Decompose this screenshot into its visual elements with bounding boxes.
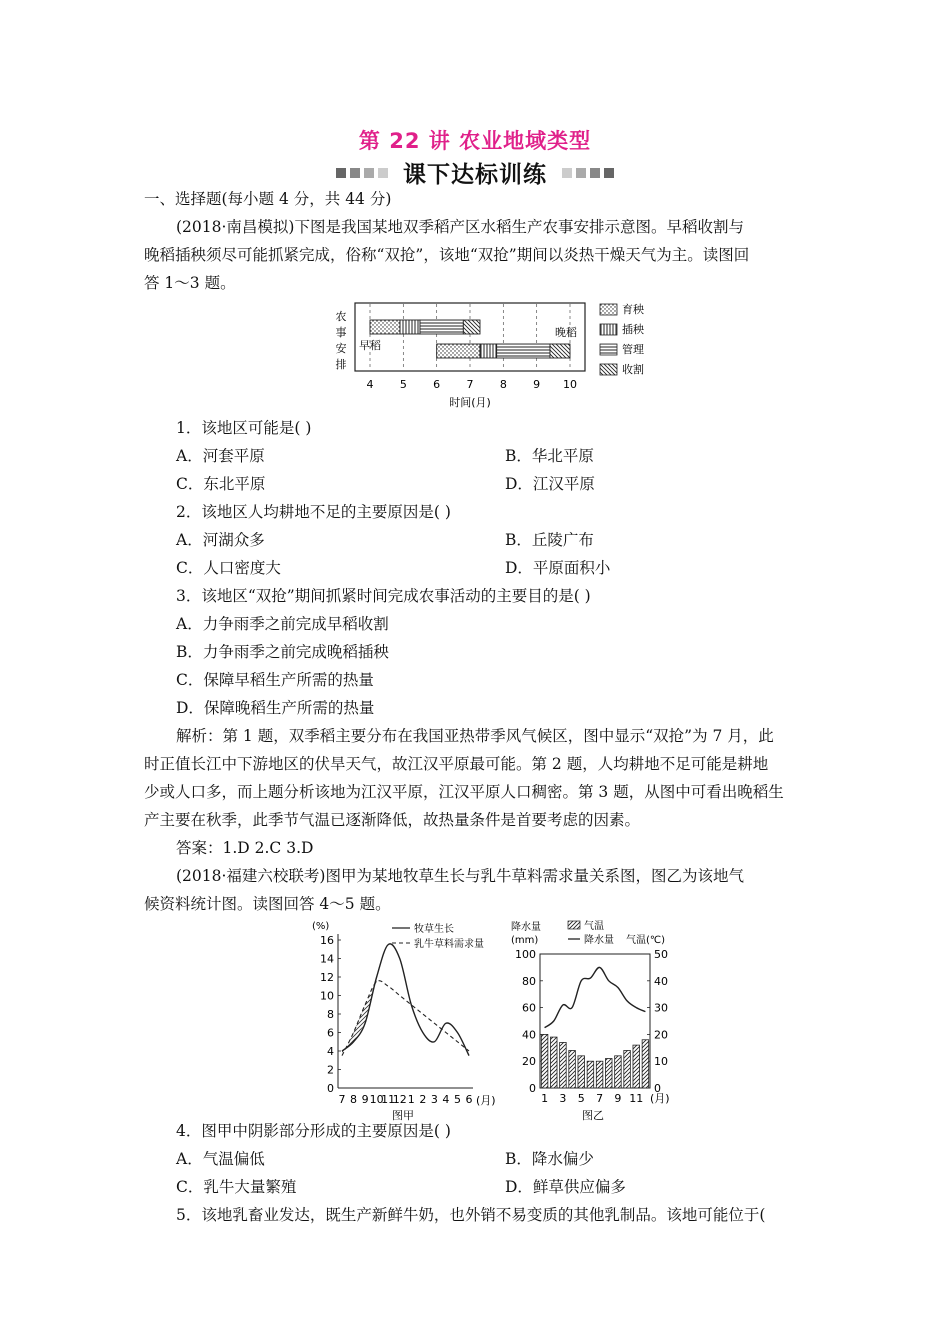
x-tick-label: 11 xyxy=(629,1092,644,1105)
x-tick-label: 3 xyxy=(559,1092,567,1105)
y2-tick-label: 10 xyxy=(654,1055,668,1069)
x-tick-label: 4 xyxy=(442,1093,450,1106)
intro-line: 候资料统计图。读图回答 4～5 题。 xyxy=(144,895,391,913)
x-tick-label: 8 xyxy=(499,378,507,391)
answer-line: 答案：1.D 2.C 3.D xyxy=(176,839,314,857)
bar-早稻-育秧 xyxy=(370,320,400,334)
y2-tick-label: 20 xyxy=(654,1028,668,1042)
y-tick-label: 0 xyxy=(529,1082,536,1095)
temp-bar xyxy=(578,1056,585,1088)
option-b[interactable]: B．力争雨季之前完成晚稻插秧 xyxy=(176,643,389,661)
y-tick-label: 60 xyxy=(522,1001,536,1015)
temp-bar xyxy=(587,1061,594,1088)
farming-schedule-chart xyxy=(330,298,660,410)
x-tick-label: 10 xyxy=(369,1093,384,1106)
temp-bar xyxy=(550,1037,557,1088)
x-tick-label: 6 xyxy=(433,378,441,391)
y-tick-label: 12 xyxy=(320,971,334,984)
series-line-precip xyxy=(545,967,646,1027)
legend-label: 插秧 xyxy=(622,323,644,336)
option-b[interactable]: B．华北平原 xyxy=(505,447,594,465)
temp-bar xyxy=(541,1034,548,1088)
option-c[interactable]: C．人口密度大 xyxy=(176,559,281,577)
analysis-line: 解析：第 1 题，双季稻主要分布在我国亚热带季风气候区，图中显示“双抢”为 7 月，此 xyxy=(176,727,774,745)
question-3-stem: 3．该地区“双抢”期间抓紧时间完成农事活动的主要目的是( ) xyxy=(176,587,591,605)
y-tick-label: 80 xyxy=(522,974,536,988)
x-tick-label: 1 xyxy=(407,1093,415,1106)
x-tick-label: 12 xyxy=(392,1093,407,1106)
legend-swatch-育秧 xyxy=(600,304,617,315)
question-2-stem: 2．该地区人均耕地不足的主要原因是( ) xyxy=(176,503,451,521)
early-rice-label: 早稻 xyxy=(359,339,381,352)
temp-bar xyxy=(615,1056,622,1088)
temp-bar xyxy=(642,1040,649,1088)
legend xyxy=(600,302,644,376)
y-label-char: 排 xyxy=(335,358,347,371)
y2-tick-label: 40 xyxy=(654,974,668,988)
option-c[interactable]: C．东北平原 xyxy=(176,475,266,493)
legend-swatch-收割 xyxy=(600,364,617,375)
legend-label: 育秧 xyxy=(622,303,644,316)
y-unit: (%) xyxy=(312,921,330,932)
legend-label-temp: 气温 xyxy=(584,921,604,932)
y2-tick-label: 30 xyxy=(654,1001,668,1015)
x-tick-label: 1 xyxy=(541,1092,549,1105)
analysis-line: 少或人口多，而上题分析该地为江汉平原，江汉平原人口稠密。第 3 题，从图中可看出晚稻生 xyxy=(144,783,784,801)
temp-bar xyxy=(605,1059,612,1088)
page-title: 第 22 讲 农业地域类型 xyxy=(358,129,592,153)
x-tick-label: 8 xyxy=(350,1093,358,1106)
y2-tick-label: 50 xyxy=(654,948,668,961)
y-label-char: 安 xyxy=(335,342,347,355)
x-tick-label: 9 xyxy=(361,1093,369,1106)
option-a[interactable]: A．河湖众多 xyxy=(176,531,265,549)
precip-axis-label: 降水量 xyxy=(511,922,541,933)
temp-bar xyxy=(633,1045,640,1088)
x-axis-label: 时间(月) xyxy=(449,396,491,409)
legend-swatch-管理 xyxy=(600,344,617,355)
y-tick-label: 10 xyxy=(320,989,334,1003)
legend-label: 收割 xyxy=(622,363,644,376)
y2-tick-label: 0 xyxy=(654,1082,661,1095)
intro-line: (2018·南昌模拟)下图是我国某地双季稻产区水稻生产农事安排示意图。早稻收割与 xyxy=(176,218,744,236)
bar-晚稻-管理 xyxy=(497,344,550,358)
bar-晚稻-育秧 xyxy=(437,344,480,358)
option-d[interactable]: D．平原面积小 xyxy=(505,559,611,577)
x-tick-label: 11 xyxy=(381,1093,396,1106)
temp-bar xyxy=(596,1061,603,1088)
option-a[interactable]: A．力争雨季之前完成早稻收割 xyxy=(176,615,389,633)
legend-label-grass: 牧草生长 xyxy=(414,924,454,935)
bar-晚稻-插秧 xyxy=(480,344,497,358)
legend-label-demand: 乳牛草料需求量 xyxy=(414,939,484,950)
temp-bar xyxy=(569,1050,576,1088)
y-tick-label: 6 xyxy=(327,1026,334,1040)
option-a[interactable]: A．气温偏低 xyxy=(176,1150,265,1168)
intro-line: 答 1～3 题。 xyxy=(144,274,236,292)
y-tick-label: 0 xyxy=(327,1082,334,1095)
question-5-stem: 5．该地乳畜业发达，既生产新鲜牛奶，也外销不易变质的其他乳制品。该地可能位于( xyxy=(176,1206,766,1224)
legend-label-precip: 降水量 xyxy=(584,935,614,946)
late-rice-label: 晚稻 xyxy=(555,326,577,339)
x-tick-label: 7 xyxy=(596,1092,604,1105)
temp-bar xyxy=(560,1042,567,1088)
option-d[interactable]: D．江汉平原 xyxy=(505,475,595,493)
x-tick-label: 5 xyxy=(399,378,407,391)
option-c[interactable]: C．保障早稻生产所需的热量 xyxy=(176,671,374,689)
legend-swatch-temp xyxy=(568,921,580,929)
x-tick-label: 5 xyxy=(577,1092,585,1105)
legend-label: 管理 xyxy=(622,343,644,356)
option-d[interactable]: D．保障晚稻生产所需的热量 xyxy=(176,699,375,717)
y-tick-label: 20 xyxy=(522,1055,536,1069)
series-line-grass xyxy=(342,944,469,1056)
x-tick-label: 7 xyxy=(466,378,474,391)
y-tick-label: 2 xyxy=(327,1063,334,1077)
analysis-line: 产主要在秋季，此季节气温已逐渐降低，故热量条件是首要考虑的因素。 xyxy=(144,811,641,829)
bar-早稻-收割 xyxy=(463,320,480,334)
figure-caption: 图甲 xyxy=(392,1109,414,1122)
banner-text: 课下达标训练 xyxy=(403,162,547,188)
option-b[interactable]: B．降水偏少 xyxy=(505,1150,594,1168)
section-banner xyxy=(0,156,950,186)
bar-早稻-管理 xyxy=(420,320,463,334)
option-b[interactable]: B．丘陵广布 xyxy=(505,531,594,549)
section-heading: 一、选择题(每小题 4 分，共 44 分) xyxy=(144,190,392,208)
x-tick-label: 5 xyxy=(453,1093,461,1106)
option-d[interactable]: D．鲜草供应偏多 xyxy=(505,1178,626,1196)
option-a[interactable]: A．河套平原 xyxy=(176,447,265,465)
analysis-line: 时正值长江中下游地区的伏旱天气，故江汉平原最可能。第 2 题，人均耕地不足可能是耕地 xyxy=(144,755,769,773)
x-tick-label: 10 xyxy=(563,378,577,391)
figure-caption: 图乙 xyxy=(582,1109,604,1122)
y-tick-label: 14 xyxy=(320,952,334,966)
x-tick-label: 4 xyxy=(366,378,374,391)
intro-line: 晚稻插秧须尽可能抓紧完成，俗称“双抢”，该地“双抢”期间以炎热干燥天气为主。读图回 xyxy=(144,246,750,264)
temp-axis-label: 气温(℃) xyxy=(626,935,666,946)
intro-line: (2018·福建六校联考)图甲为某地牧草生长与乳牛草料需求量关系图，图乙为该地气 xyxy=(176,867,744,885)
x-unit: (月) xyxy=(476,1094,496,1107)
x-tick-label: 9 xyxy=(614,1092,622,1105)
y-tick-label: 8 xyxy=(327,1008,334,1021)
precip-axis-unit: (mm) xyxy=(511,935,539,946)
x-tick-label: 2 xyxy=(419,1093,427,1106)
bar-早稻-插秧 xyxy=(400,320,420,334)
x-tick-label: 9 xyxy=(533,378,541,391)
figure-yi-chart xyxy=(508,918,698,1123)
x-tick-label: 6 xyxy=(465,1093,473,1106)
question-1-stem: 1．该地区可能是( ) xyxy=(176,419,312,437)
y-label-char: 事 xyxy=(335,326,347,339)
y-tick-label: 4 xyxy=(327,1045,334,1058)
y-tick-label: 16 xyxy=(320,934,334,947)
bar-晚稻-收割 xyxy=(550,344,570,358)
x-tick-label: 7 xyxy=(338,1093,346,1106)
x-unit: (月) xyxy=(650,1092,670,1105)
y-tick-label: 100 xyxy=(515,948,536,961)
y-label-char: 农 xyxy=(335,310,347,323)
y-tick-label: 40 xyxy=(522,1028,536,1042)
legend-swatch-插秧 xyxy=(600,324,617,335)
figure-jia-chart xyxy=(308,918,498,1123)
option-c[interactable]: C．乳牛大量繁殖 xyxy=(176,1178,297,1196)
question-4-stem: 4．图甲中阴影部分形成的主要原因是( ) xyxy=(176,1122,451,1140)
x-tick-label: 3 xyxy=(430,1093,438,1106)
temp-bar xyxy=(624,1050,631,1088)
